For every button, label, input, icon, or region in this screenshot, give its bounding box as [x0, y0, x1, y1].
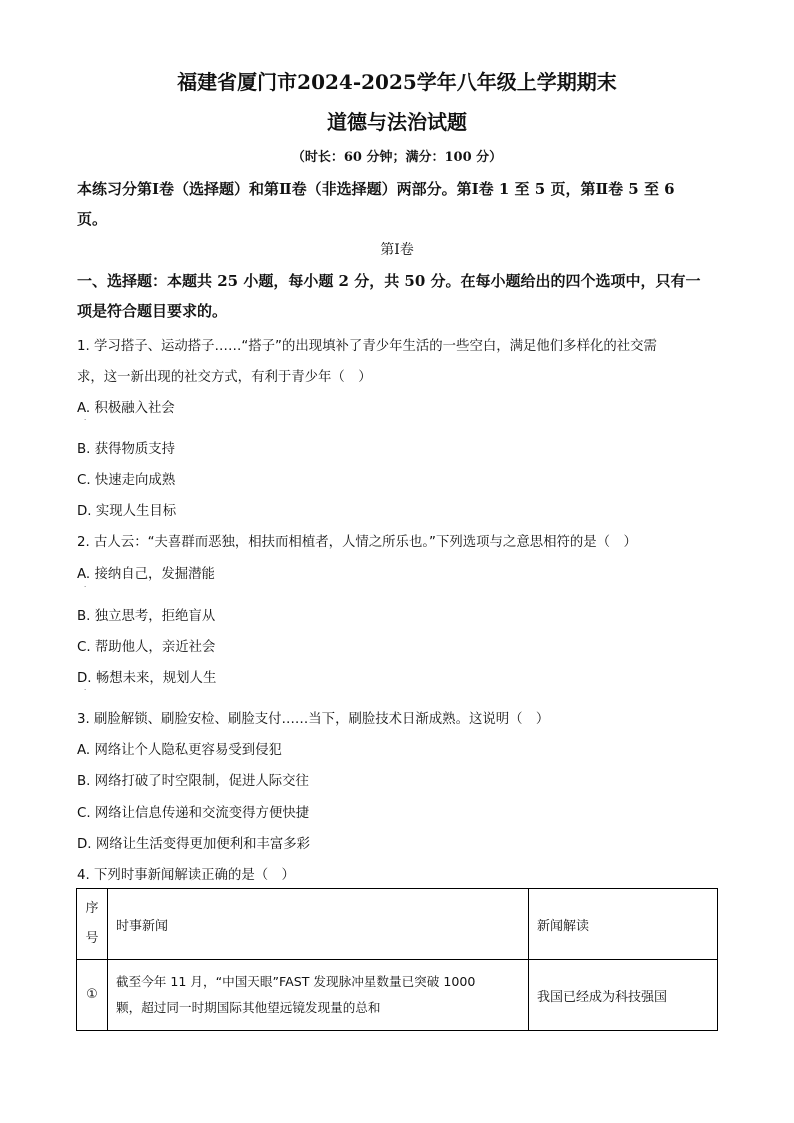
- table-header-news: 时事新闻: [108, 889, 529, 960]
- question-1-option-a: A. 积极融入社会: [77, 401, 175, 416]
- question-3-option-d: D. 网络让生活变得更加便利和丰富多彩: [77, 837, 311, 852]
- table-row: [77, 960, 718, 1031]
- intro-line-1: 本练习分第Ⅰ卷（选择题）和第Ⅱ卷（非选择题）两部分。第Ⅰ卷 1 至 5 页，第Ⅱ卷 5 至 6: [77, 180, 675, 198]
- table-row-reading: 我国已经成为科技强国: [529, 960, 718, 1031]
- section-line-2: 项是符合题目要求的。: [77, 302, 228, 320]
- question-3-option-b: B. 网络打破了时空限制，促进人际交往: [77, 774, 309, 789]
- table-header-number: [77, 889, 108, 960]
- question-1-stem-cont: 求，这一新出现的社交方式，有利于青少年（ ）: [77, 370, 372, 385]
- table-row-news-line-2: 颗，超过同一时期国际其他望远镜发现量的总和: [116, 1000, 381, 1015]
- question-2-stem: 2. 古人云：“夫喜群而恶独，相扶而相植者，人情之所乐也。”下列选项与之意思相符的是（ ）: [77, 535, 637, 550]
- exam-subject: 道德与法治试题: [327, 110, 467, 134]
- question-1-option-d: D. 实现人生目标: [77, 504, 177, 519]
- news-table: [76, 888, 718, 1031]
- question-2-option-d: D. 畅想未来，规划人生: [77, 671, 217, 686]
- table-header-number-label: 序号: [85, 901, 99, 946]
- scan-dot: ·: [84, 583, 87, 591]
- table-header-reading: 新闻解读: [529, 889, 718, 960]
- section-line-1: 一、选择题：本题共 25 小题，每小题 2 分，共 50 分。在每小题给出的四个选项中，只有一: [77, 272, 701, 290]
- table-row-number: ①: [77, 960, 108, 1031]
- question-4-stem: 4. 下列时事新闻解读正确的是（ ）: [77, 868, 295, 883]
- question-2-option-b: B. 独立思考，拒绝盲从: [77, 609, 216, 624]
- question-3-option-a: A. 网络让个人隐私更容易受到侵犯: [77, 743, 282, 758]
- exam-title: 福建省厦门市2024-2025学年八年级上学期期末: [177, 70, 617, 94]
- question-1-option-c: C. 快速走向成熟: [77, 473, 176, 488]
- question-2-option-c: C. 帮助他人，亲近社会: [77, 640, 216, 655]
- scan-dot: ·: [84, 416, 87, 424]
- scan-dot: ·: [84, 686, 87, 694]
- table-header-row: [77, 889, 718, 960]
- question-2-option-a: A. 接纳自己，发掘潜能: [77, 567, 215, 582]
- question-3-stem: 3. 刷脸解锁、刷脸安检、刷脸支付……当下，刷脸技术日渐成熟。这说明（ ）: [77, 712, 550, 727]
- question-1-stem: 1. 学习搭子、运动搭子……“搭子”的出现填补了青少年生活的一些空白，满足他们多样化的社交需: [77, 339, 657, 354]
- intro-line-2: 页。: [77, 210, 108, 228]
- question-3-option-c: C. 网络让信息传递和交流变得方便快捷: [77, 806, 310, 821]
- table-row-news: [108, 960, 529, 1031]
- exam-info: （时长：60 分钟；满分：100 分）: [291, 150, 503, 165]
- table-row-news-line-1: 截至今年 11 月，“中国天眼”FAST 发现脉冲星数量已突破 1000: [116, 974, 476, 989]
- volume-heading: 第Ⅰ卷: [380, 242, 414, 258]
- question-1-option-b: B. 获得物质支持: [77, 442, 176, 457]
